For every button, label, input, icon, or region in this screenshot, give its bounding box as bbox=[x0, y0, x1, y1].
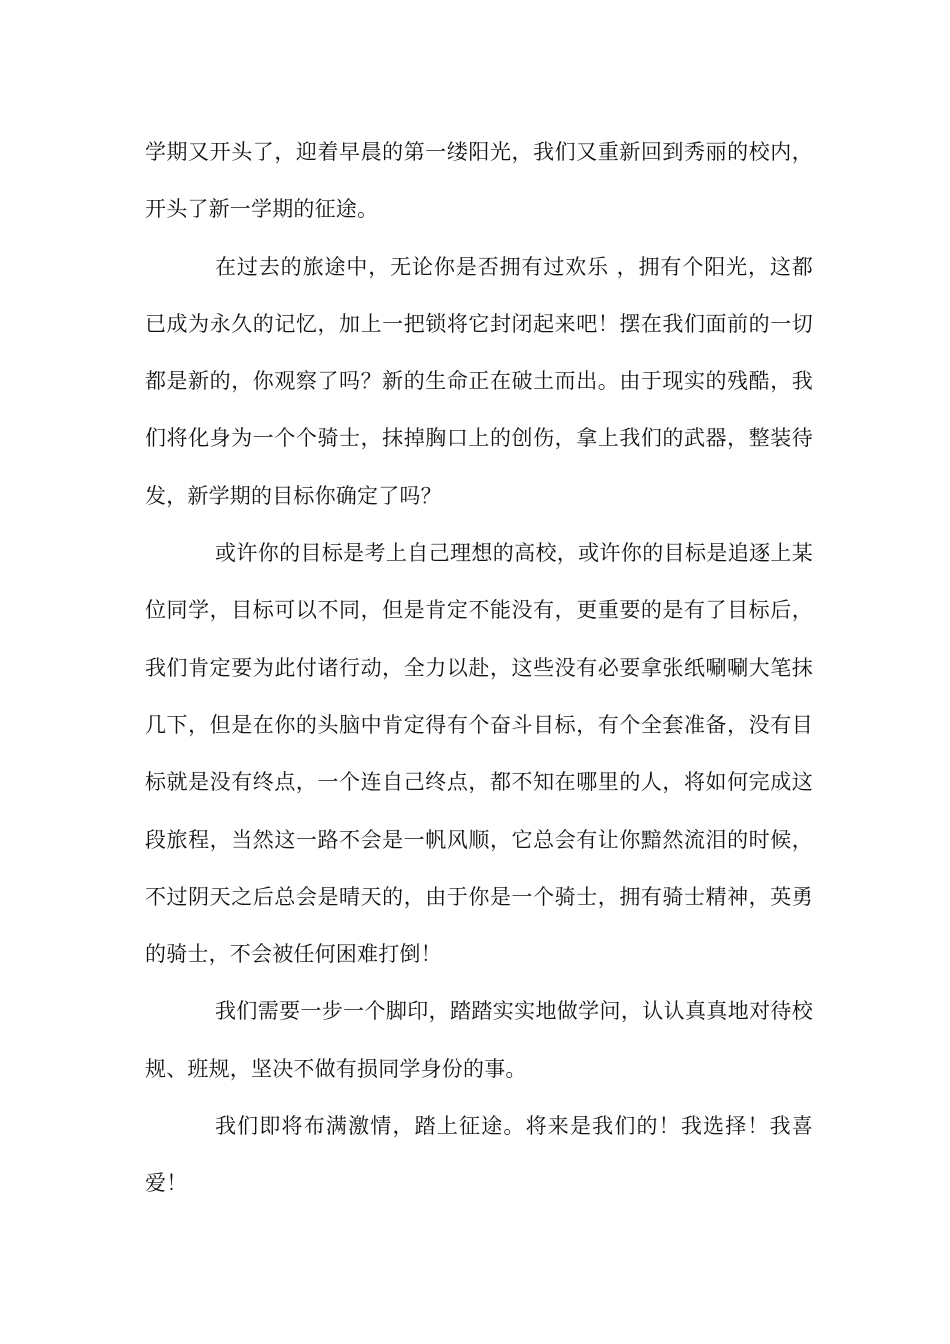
paragraph-4: 我们需要一步一个脚印，踏踏实实地做学问，认认真真地对待校规、班规，坚决不做有损同学身份的事。 bbox=[145, 999, 813, 1081]
document-body bbox=[145, 124, 813, 1213]
paragraph-5: 我们即将布满激情，踏上征途。将来是我们的！我选择！我喜爱！ bbox=[145, 1114, 813, 1196]
paragraph-3: 或许你的目标是考上自己理想的高校，或许你的目标是追逐上某位同学，目标可以不同，但是肯定不能没有，更重要的是有了目标后，我们肯定要为此付诸行动，全力以赴，这些没有必要拿张纸唰唰大笔抹几下，但是在你的头脑中肯定得有个奋斗目标，有个全套准备，没有目标就是没有终点，一个连自己终点，都不知在哪里的人，将如何完成这段旅程，当然这一路不会是一帆风顺，它总会有让你黯然流泪的时候，不过阴天之后总会是晴天的，由于你是一个骑士，拥有骑士精神，英勇的骑士，不会被任何困难打倒！ bbox=[145, 541, 813, 967]
paragraph-1: 学期又开头了，迎着早晨的第一缕阳光，我们又重新回到秀丽的校内，开头了新一学期的征途。 bbox=[145, 140, 813, 222]
paragraph-2: 在过去的旅途中，无论你是否拥有过欢乐 ，拥有个阳光，这都已成为永久的记忆，加上一把锁将它封闭起来吧！摆在我们面前的一切都是新的，你观察了吗？新的生命正在破土而出。由于现实的残酷，我们将化身为一个个骑士，抹掉胸口上的创伤，拿上我们的武器，整装待发，新学期的目标你确定了吗？ bbox=[145, 254, 813, 508]
